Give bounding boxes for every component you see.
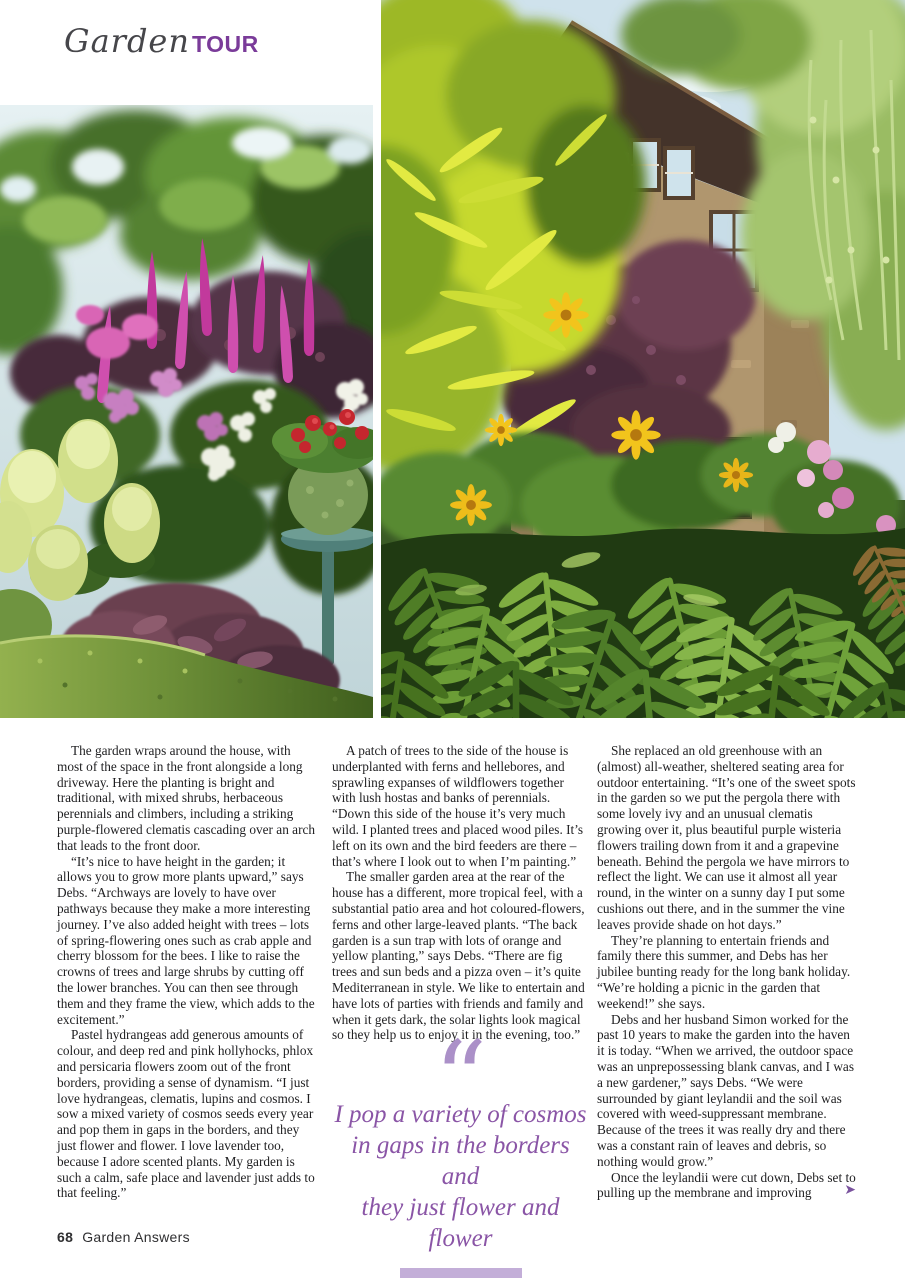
paragraph: The smaller garden area at the rear of the house has a different, more tropical feel, with a substantial patio area and hot coloured-flowers, ferns and other large-leaved plants. “The back garden is a sun trap with lots of orange and yellow planting,” says Debs. “There are fig trees and sun beds and a pizza oven – it’s quite Mediterranean in style. We like to entertain and have lots of parties with friends and family and when it gets dark, the solar lights look magical so they help us to enjoy it in the evening, too.” <box>332 869 585 1043</box>
pull-quote-line: I pop a variety of cosmos <box>334 1101 587 1129</box>
page-footer <box>57 1229 190 1245</box>
magazine-section-header <box>64 22 259 60</box>
paragraph: “It’s nice to have height in the garden; it allows you to grow more plants upward,” says Debs. “Archways are lovely to have over pathways because they make a more interesting journey. I’ve also added height with trees – lots of spring-flowering ones such as crab apple and cherry blossom for the bees. I like to raise the crowns of trees and large shrubs by cutting off the lower branches. You can then see through them and they frame the view, which adds to the excitement.” <box>57 853 315 1027</box>
front-border-photo <box>0 105 373 718</box>
paragraph: A patch of trees to the side of the house is underplanted with ferns and hellebores, and sprawling expanses of wildflowers together with lush hostas and banks of perennials. “Down this side of the house it’s very much wild. I planted trees and placed wood piles. It’s left on its own and the bird feeders are there – that’s where I look out to when I’m painting.” <box>332 743 584 869</box>
magazine-name: Garden Answers <box>82 1229 190 1245</box>
paragraph: Pastel hydrangeas add generous amounts of colour, and deep red and pink hollyhocks, phlox and persicaria flowers zoom out of the front borders, providing a sense of dynamism. “I just love hydrangeas, clematis, lupins and cosmos. I sow a mixed variety of cosmos seeds every year and pop them in gaps in the borders, and they just flower and flower. I love lavender too, because I adore scented plants. My garden is such a calm, safe place and lavender just adds to that feeling.” <box>57 1027 315 1201</box>
pull-quote <box>332 1018 589 1278</box>
paragraph: Debs and her husband Simon worked for the past 10 years to make the garden into the haven it is today. “When we arrived, the outdoor space was an unprepossessing blank canvas, and I was a new gardener,” says Debs. “We were surrounded by giant leylandii and the soil was covered with weed-suppressant membrane. Because of the trees it was really dry and there was a constant rain of leaves and debris, so nothing would grow.” <box>597 1011 855 1169</box>
house-garden-photo <box>381 0 905 718</box>
pull-quote-line: they just flower and flower <box>361 1194 560 1253</box>
page-number: 68 <box>57 1229 74 1245</box>
continued-arrow-icon: ➤ <box>844 1182 856 1199</box>
article-column-2 <box>332 743 589 1278</box>
pull-quote-underline <box>400 1268 522 1278</box>
pull-quote-line: in gaps in the borders and <box>351 1132 570 1191</box>
quote-mark-icon: “ <box>433 1018 488 1141</box>
paragraph: They’re planning to entertain friends and family there this summer, and Debs has her jubilee bunting ready for the long bank holiday. “We’re holding a picnic in the garden that weekend!” she says. <box>597 932 851 1011</box>
paragraph: Once the leylandii were cut down, Debs set to pulling up the membrane and improving <box>597 1169 856 1201</box>
article-column-3 <box>597 743 856 1201</box>
section-title-bold: TOUR <box>191 31 259 57</box>
section-title-script: Garden <box>64 22 190 60</box>
article-column-1 <box>57 743 316 1201</box>
house-garden-illustration <box>381 0 905 718</box>
paragraph: The garden wraps around the house, with most of the space in the front alongside a long driveway. Here the planting is bright and traditional, with mixed shrubs, herbaceous perennials and climbers, including a striking purple-flowered clematis cascading over an arch that leads to the front door. <box>57 743 316 853</box>
front-border-illustration <box>0 105 373 718</box>
paragraph: She replaced an old greenhouse with an (almost) all-weather, sheltered seating area for outdoor entertaining. “It’s one of the sweet spots in the garden so we put the pergola there with some lovely ivy and an unusual clematis growing over it, plus beautiful purple wisteria flowers trailing down from it and a grapevine beneath. Behind the pergola we have mirrors to reflect the light. We can use it almost all year round, in the winter on a sunny day I put some cushions out there, and in the summer the vine leaves provide shade on hot days.” <box>597 743 856 932</box>
